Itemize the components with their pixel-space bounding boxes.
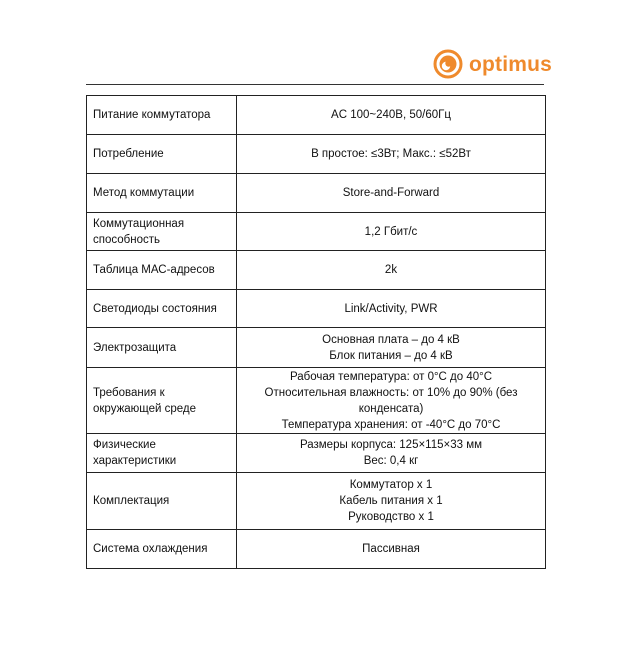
spec-value xyxy=(237,290,546,328)
spec-value xyxy=(237,368,546,434)
spec-label: Электрозащита xyxy=(87,328,237,368)
table-row xyxy=(87,96,546,135)
spec-value xyxy=(237,328,546,368)
table-row xyxy=(87,213,546,251)
spec-label: Комплектация xyxy=(87,473,237,530)
specifications-table xyxy=(86,95,546,569)
spec-value-line: Store-and-Forward xyxy=(342,187,440,199)
table-row xyxy=(87,135,546,174)
spec-value-line: В простое: ≤3Вт; Макс.: ≤52Вт xyxy=(311,148,471,160)
spec-value-line: Вес: 0,4 кг xyxy=(363,455,419,467)
table-row xyxy=(87,251,546,290)
brand-name: optimus xyxy=(469,52,553,76)
spec-value xyxy=(237,174,546,213)
spec-value-line: Относительная влажность: от 10% до 90% (без xyxy=(264,386,518,399)
spec-label: Питание коммутатора xyxy=(87,96,237,135)
table-row xyxy=(87,328,546,368)
spec-label: Метод коммутации xyxy=(87,174,237,213)
spec-value xyxy=(237,213,546,251)
spec-value xyxy=(237,96,546,135)
spec-value-line: Коммутатор х 1 xyxy=(349,479,433,491)
optimus-logo-icon xyxy=(433,49,463,79)
spec-value-line: Рабочая температура: от 0°С до 40°С xyxy=(289,370,493,383)
spec-value-line: 2k xyxy=(384,264,398,276)
spec-value xyxy=(237,434,546,473)
header-divider xyxy=(86,84,544,85)
spec-value-line: Температура хранения: от -40°С до 70°С xyxy=(281,418,501,431)
spec-value xyxy=(237,135,546,174)
spec-label: Требования к окружающей среде xyxy=(87,368,237,434)
spec-label: Потребление xyxy=(87,135,237,174)
spec-label: Таблица МАС-адресов xyxy=(87,251,237,290)
table-row xyxy=(87,530,546,569)
spec-label: Физические характеристики xyxy=(87,434,237,473)
spec-value-line: Руководство х 1 xyxy=(348,511,434,523)
spec-label: Коммутационная способность xyxy=(87,213,237,251)
spec-value-line: Пассивная xyxy=(362,543,420,555)
table-row xyxy=(87,174,546,213)
spec-value-line: конденсата) xyxy=(358,402,424,415)
table-row xyxy=(87,473,546,530)
table-row xyxy=(87,434,546,473)
spec-label: Светодиоды состояния xyxy=(87,290,237,328)
spec-value xyxy=(237,473,546,530)
spec-value-line: Основная плата – до 4 кВ xyxy=(322,333,460,346)
spec-value xyxy=(237,530,546,569)
spec-label: Система охлаждения xyxy=(87,530,237,569)
spec-value-line: Размеры корпуса: 125×115×33 мм xyxy=(299,439,483,451)
spec-value xyxy=(237,251,546,290)
brand-logo xyxy=(433,49,552,79)
spec-value-line: Блок питания – до 4 кВ xyxy=(329,349,453,362)
spec-value-line: Кабель питания х 1 xyxy=(339,495,443,507)
spec-value-line: AC 100~240В, 50/60Гц xyxy=(331,109,451,121)
table-row xyxy=(87,290,546,328)
spec-value-line: Link/Activity, PWR xyxy=(344,302,438,315)
spec-value-line: 1,2 Гбит/с xyxy=(364,225,418,238)
table-row xyxy=(87,368,546,434)
